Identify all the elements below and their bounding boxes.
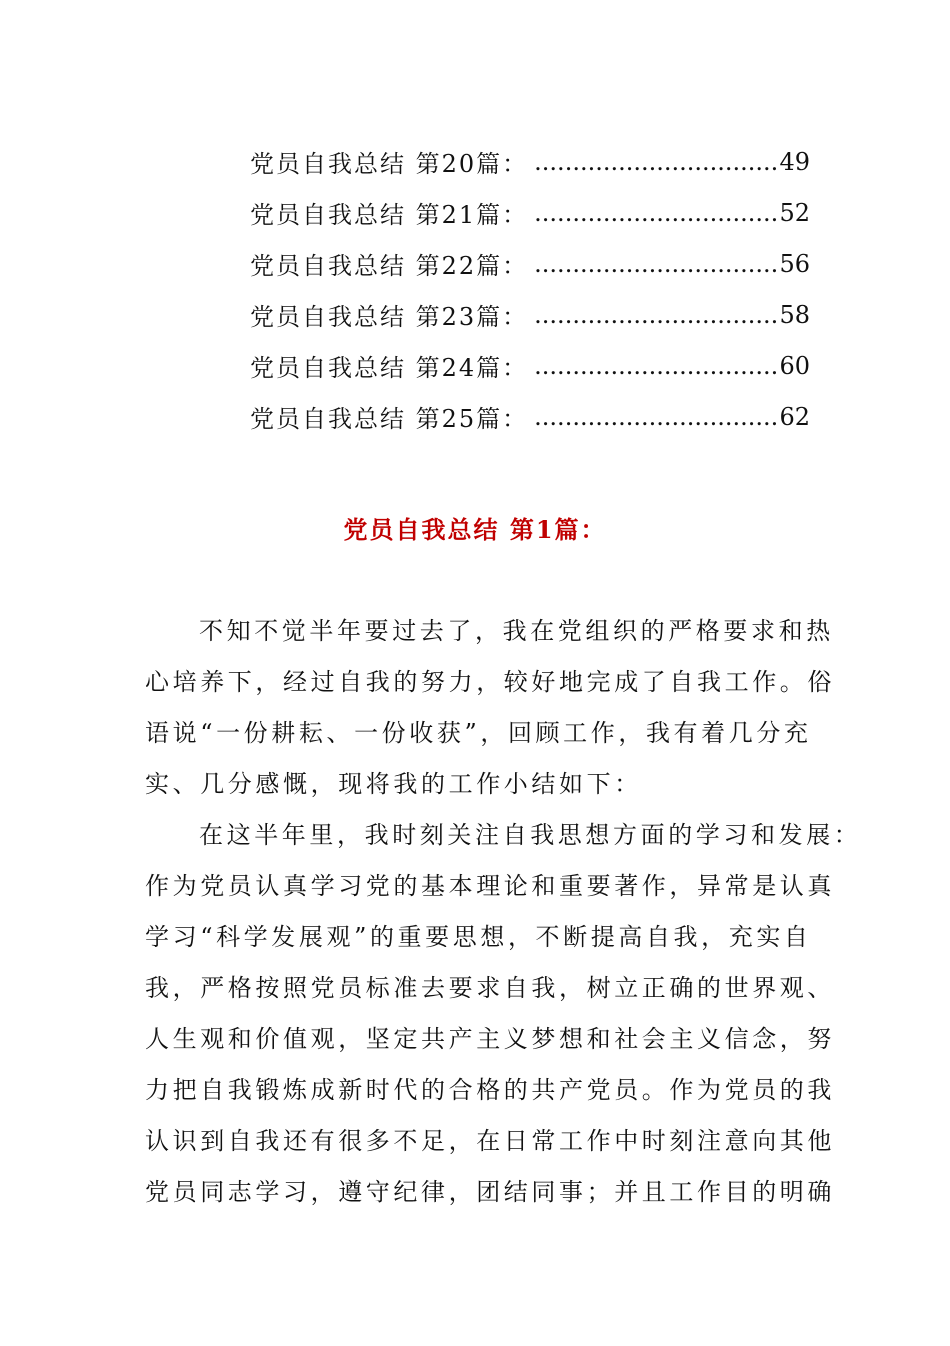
toc-leader-dots <box>534 199 777 227</box>
table-of-contents <box>250 136 810 442</box>
text-line: 不知不觉半年要过去了，我在党组织的严格要求和热 <box>199 617 834 645</box>
toc-entry-label: 党员自我总结 第21篇： <box>250 201 529 229</box>
toc-entry-label: 党员自我总结 第25篇： <box>250 405 529 433</box>
toc-entry-label: 党员自我总结 第23篇： <box>250 303 529 331</box>
toc-page-number: 52 <box>779 198 810 227</box>
toc-page-number: 56 <box>779 249 810 278</box>
text-line: 力把自我锻炼成新时代的合格的共产党员。作为党员的我 <box>145 1076 835 1104</box>
toc-entry[interactable] <box>250 340 810 391</box>
text-line: 语说“一份耕耘、一份收获”，回顾工作，我有着几分充 <box>145 719 812 747</box>
text-line: 认识到自我还有很多不足，在日常工作中时刻注意向其他 <box>145 1127 835 1155</box>
text-line: 作为党员认真学习党的基本理论和重要著作，异常是认真 <box>145 872 835 900</box>
toc-entry-label: 党员自我总结 第20篇： <box>250 150 529 178</box>
toc-page-number: 49 <box>779 147 810 176</box>
toc-leader-dots <box>534 403 777 431</box>
paragraph <box>145 810 862 1218</box>
toc-leader-dots <box>534 301 777 329</box>
toc-entry[interactable] <box>250 391 810 442</box>
toc-entry-label: 党员自我总结 第24篇： <box>250 354 529 382</box>
text-line: 人生观和价值观，坚定共产主义梦想和社会主义信念，努 <box>145 1025 835 1053</box>
toc-entry[interactable] <box>250 289 810 340</box>
toc-page-number: 58 <box>779 300 810 329</box>
text-line: 心培养下，经过自我的努力，较好地完成了自我工作。俗 <box>145 668 835 696</box>
text-line: 党员同志学习，遵守纪律，团结同事；并且工作目的明确 <box>145 1178 835 1206</box>
paragraph <box>145 606 835 810</box>
toc-leader-dots <box>534 148 777 176</box>
toc-entry-label: 党员自我总结 第22篇： <box>250 252 529 280</box>
toc-page-number: 60 <box>779 351 810 380</box>
text-line: 我，严格按照党员标准去要求自我，树立正确的世界观、 <box>145 974 835 1002</box>
toc-leader-dots <box>534 352 777 380</box>
toc-entry[interactable] <box>250 136 810 187</box>
text-line: 实、几分感慨，现将我的工作小结如下： <box>145 770 642 798</box>
toc-entry[interactable] <box>250 238 810 289</box>
toc-page-number: 62 <box>779 402 810 431</box>
toc-leader-dots <box>534 250 777 278</box>
body-text <box>145 606 862 1218</box>
toc-entry[interactable] <box>250 187 810 238</box>
text-line: 学习“科学发展观”的重要思想，不断提高自我，充实自 <box>145 923 812 951</box>
section-heading: 党员自我总结 第1篇： <box>343 515 607 544</box>
text-line: 在这半年里，我时刻关注自我思想方面的学习和发展： <box>199 821 862 849</box>
